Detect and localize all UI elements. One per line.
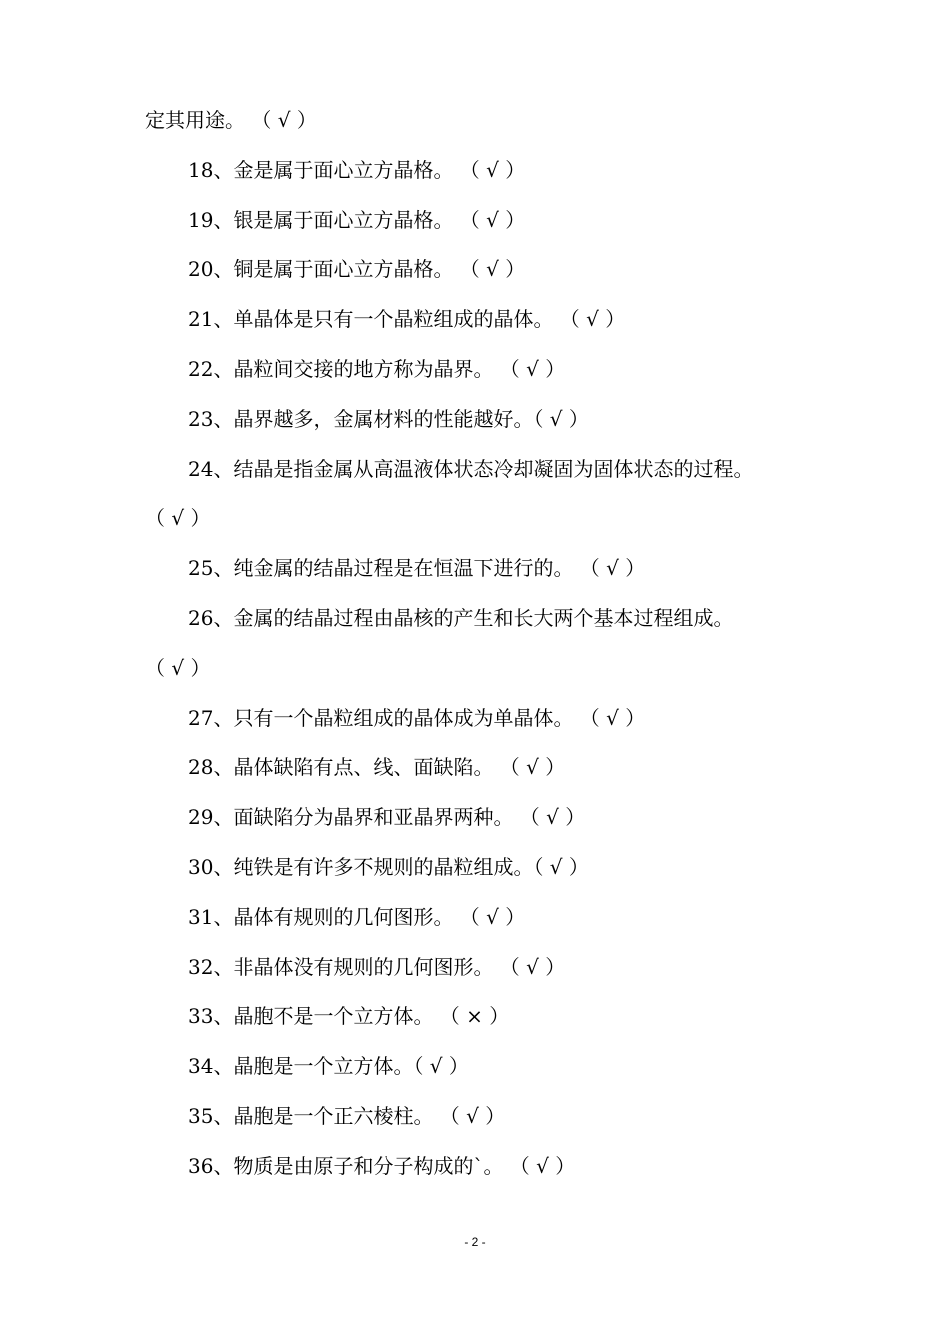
- text-line: 25、纯金属的结晶过程是在恒温下进行的。 （ √ ）: [188, 556, 646, 581]
- text-line: 20、铜是属于面心立方晶格。 （ √ ）: [188, 257, 526, 282]
- text-line: 34、晶胞是一个立方体。（ √ ）: [188, 1054, 469, 1079]
- text-line: 28、晶体缺陷有点、线、面缺陷。 （ √ ）: [188, 755, 566, 780]
- text-line: 定其用途。 （ √ ）: [145, 108, 317, 132]
- text-line: 18、金是属于面心立方晶格。 （ √ ）: [188, 157, 526, 182]
- question-list: [0, 96, 950, 1192]
- text-line: 29、面缺陷分为晶界和亚晶界两种。 （ √ ）: [188, 805, 586, 830]
- text-line: 21、单晶体是只有一个晶粒组成的晶体。 （ √ ）: [188, 307, 626, 332]
- text-line: 27、只有一个晶粒组成的晶体成为单晶体。 （ √ ）: [188, 705, 646, 730]
- text-line: 19、银是属于面心立方晶格。 （ √ ）: [188, 207, 526, 232]
- text-line: 22、晶粒间交接的地方称为晶界。 （ √ ）: [188, 356, 566, 381]
- page-number: - 2 -: [464, 1235, 486, 1249]
- text-line: 35、晶胞是一个正六棱柱。 （ √ ）: [188, 1103, 506, 1128]
- text-line: 31、晶体有规则的几何图形。 （ √ ）: [188, 904, 526, 929]
- text-line: 32、非晶体没有规则的几何图形。 （ √ ）: [188, 954, 566, 979]
- text-line: （ √ ）: [145, 506, 211, 531]
- text-line: 23、晶界越多，金属材料的性能越好。（ √ ）: [188, 406, 589, 431]
- text-line: 33、晶胞不是一个立方体。 （ × ）: [188, 1004, 510, 1029]
- text-line: 24、结晶是指金属从高温液体状态冷却凝固为固体状态的过程。: [188, 456, 754, 481]
- text-line: 36、物质是由原子和分子构成的`。 （ √ ）: [188, 1153, 576, 1178]
- text-line: 30、纯铁是有许多不规则的晶粒组成。（ √ ）: [188, 854, 589, 879]
- text-line: 26、金属的结晶过程由晶核的产生和长大两个基本过程组成。: [188, 605, 734, 630]
- text-line: （ √ ）: [145, 655, 211, 680]
